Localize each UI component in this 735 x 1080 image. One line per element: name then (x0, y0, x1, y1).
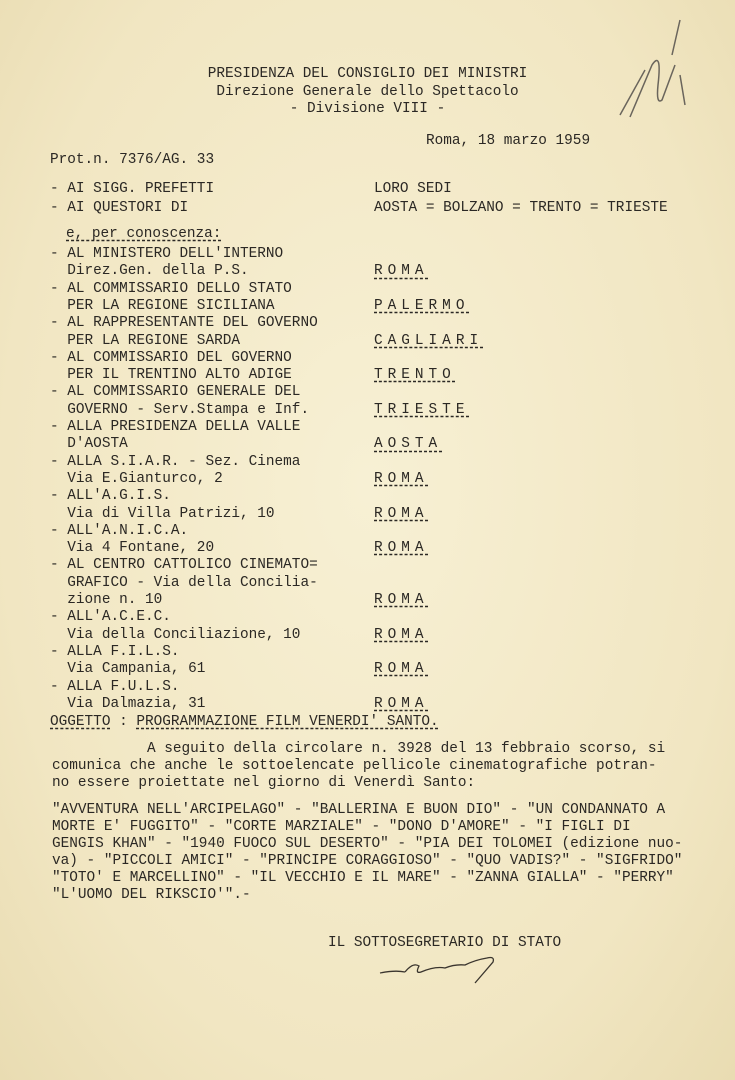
addressee-left: - AI SIGG. PREFETTI (50, 181, 215, 197)
cc-recipient-city: CAGLIARI (374, 332, 484, 349)
handwritten-initials-mark (600, 5, 710, 125)
film-line: MORTE E' FUGGITO" - "CORTE MARZIALE" - "DONO D'AMORE" - "I FIGLI DI (52, 819, 631, 835)
handwritten-signature (375, 948, 505, 988)
cc-recipient-city: ROMA (374, 661, 429, 678)
cc-recipient-line: - ALL'A.C.E.C. (50, 609, 171, 626)
cc-recipient-line: - ALLA PRESIDENZA DELLA VALLE (50, 419, 301, 435)
header-line-1: PRESIDENZA DEL CONSIGLIO DEI MINISTRI (207, 66, 528, 82)
cc-recipient-line: Via 4 Fontane, 20 (50, 540, 215, 557)
cc-recipient-city: TRIESTE (374, 401, 470, 418)
subject-separator: : (110, 714, 137, 730)
cc-recipient-city: ROMA (374, 263, 429, 280)
film-line: "AVVENTURA NELL'ARCIPELAGO" - "BALLERINA E BUON DIO" - "UN CONDANNATO A (52, 802, 666, 818)
subject-label: OGGETTO (50, 714, 111, 730)
cc-recipient-city: ROMA (374, 626, 429, 643)
cc-recipient-line: zione n. 10 (50, 592, 163, 608)
cc-recipient-line: - AL COMMISSARIO DEL GOVERNO (50, 349, 292, 366)
cc-recipient-city: ROMA (374, 695, 429, 712)
addressee-right: AOSTA = BOLZANO = TRENTO = TRIESTE (374, 200, 668, 216)
cc-recipient-line: - ALLA F.I.L.S. (50, 643, 180, 660)
cc-recipient-line: Via della Conciliazione, 10 (50, 626, 301, 643)
cc-recipient-line: Via Dalmazia, 31 (50, 695, 206, 712)
cc-recipient-line: - ALLA S.I.A.R. - Sez. Cinema (50, 453, 301, 470)
date: Roma, 18 marzo 1959 (426, 133, 591, 149)
cc-recipient-city: ROMA (374, 470, 429, 487)
cc-recipient-line: GOVERNO - Serv.Stampa e Inf. (50, 401, 310, 418)
header-line-2: Direzione Generale dello Spettacolo (216, 84, 519, 100)
subject-text: PROGRAMMAZIONE FILM VENERDI' SANTO. (136, 714, 439, 730)
film-line: GENGIS KHAN" - "1940 FUOCO SUL DESERTO" - "PIA DEI TOLOMEI (edizione nuo- (52, 836, 683, 852)
addressee-right: LORO SEDI (374, 181, 452, 197)
cc-label: e, per conoscenza: (66, 226, 222, 242)
protocol-number: Prot.n. 7376/AG. 33 (50, 152, 215, 168)
addressee-left: - AI QUESTORI DI (50, 200, 189, 216)
signatory-title: IL SOTTOSEGRETARIO DI STATO (328, 935, 562, 951)
cc-recipient-line: - AL COMMISSARIO DELLO STATO (50, 280, 292, 297)
cc-recipient-line: PER IL TRENTINO ALTO ADIGE (50, 367, 292, 384)
cc-recipient-city: ROMA (374, 540, 429, 557)
cc-recipient-line: - ALL'A.N.I.C.A. (50, 522, 189, 539)
cc-recipient-line: Via di Villa Patrizi, 10 (50, 505, 275, 522)
header-line-3: - Divisione VIII - (289, 101, 446, 117)
cc-recipient-city: AOSTA (374, 436, 443, 453)
cc-recipient-city: TRENTO (374, 367, 456, 384)
cc-recipient-line: PER LA REGIONE SICILIANA (50, 297, 275, 314)
film-line: "TOTO' E MARCELLINO" - "IL VECCHIO E IL MARE" - "ZANNA GIALLA" - "PERRY" (52, 870, 674, 886)
cc-recipient-city: ROMA (374, 592, 429, 608)
cc-recipient-line: - ALL'A.G.I.S. (50, 488, 171, 505)
film-line: va) - "PICCOLI AMICI" - "PRINCIPE CORAGGIOSO" - "QUO VADIS?" - "SIGFRIDO" (52, 853, 683, 869)
cc-recipient-line: Via E.Gianturco, 2 (50, 470, 223, 487)
cc-recipient-line: GRAFICO - Via della Concilia- (50, 574, 318, 591)
body-line: comunica che anche le sottoelencate pellicole cinematografiche potran- (52, 758, 657, 774)
cc-recipient-line: - AL COMMISSARIO GENERALE DEL (50, 384, 301, 401)
cc-recipient-city: ROMA (374, 505, 429, 522)
film-line: "L'UOMO DEL RIKSCIO'".- (52, 887, 251, 903)
subject-line (50, 714, 439, 730)
cc-recipient-line: Direz.Gen. della P.S. (50, 263, 249, 280)
body-line: A seguito della circolare n. 3928 del 13 febbraio scorso, si (52, 741, 666, 757)
cc-recipient-line: Via Campania, 61 (50, 661, 206, 678)
cc-recipient-line: - ALLA F.U.L.S. (50, 678, 180, 695)
cc-recipient-line: - AL RAPPRESENTANTE DEL GOVERNO (50, 315, 318, 332)
cc-recipient-line: - AL CENTRO CATTOLICO CINEMATO= (50, 557, 318, 574)
cc-recipient-line: - AL MINISTERO DELL'INTERNO (50, 246, 284, 262)
cc-recipient-city: PALERMO (374, 297, 470, 314)
body-line: no essere proiettate nel giorno di Venerdì Santo: (52, 775, 476, 791)
cc-recipient-line: D'AOSTA (50, 436, 128, 453)
cc-recipient-line: PER LA REGIONE SARDA (50, 332, 240, 349)
